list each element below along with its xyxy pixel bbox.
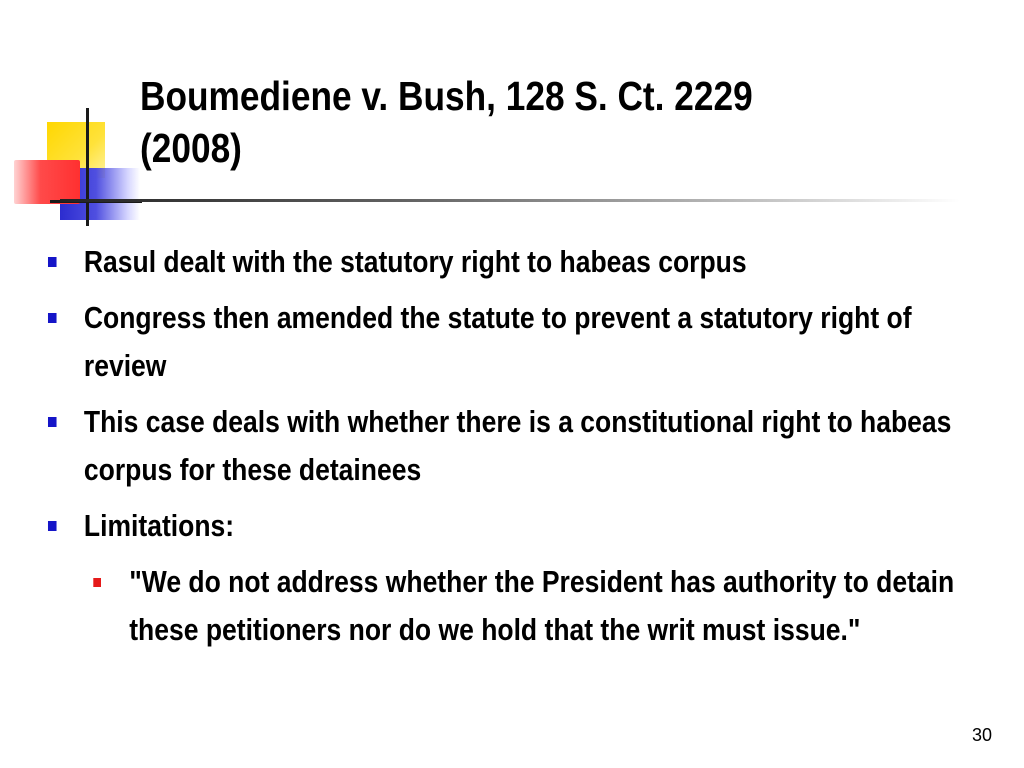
bullet-item: [42, 398, 983, 494]
square-bullet-icon: [48, 257, 57, 267]
sub-bullet-text: "We do not address whether the President has authority to detain these petitioners nor do we hold that the writ must issue.": [129, 564, 955, 647]
bullet-item: [42, 294, 983, 390]
bullet-item: [42, 238, 983, 286]
page-number: 30: [971, 725, 992, 745]
bullet-text: Rasul dealt with the statutory right to habeas corpus: [83, 244, 747, 279]
bullet-list: [42, 238, 983, 662]
square-bullet-icon: [48, 521, 57, 531]
logo-vertical-line: [86, 108, 89, 226]
square-bullet-icon: [48, 313, 57, 323]
square-bullet-icon: [48, 417, 57, 427]
bullet-text: This case deals with whether there is a constitutional right to habeas corpus for these detainees: [83, 404, 952, 487]
bullet-item: [42, 502, 983, 550]
bullet-text: Limitations:: [83, 508, 235, 543]
title-underline: [60, 199, 960, 202]
square-sub-bullet-icon: [93, 578, 101, 587]
sub-bullet-item: [87, 558, 982, 654]
decorative-logo-graphic: [0, 100, 150, 230]
logo-red-square: [14, 160, 80, 204]
bullet-text: Congress then amended the statute to prevent a statutory right of review: [83, 300, 912, 383]
slide-title: Boumediene v. Bush, 128 S. Ct. 2229 (2008): [140, 73, 753, 171]
